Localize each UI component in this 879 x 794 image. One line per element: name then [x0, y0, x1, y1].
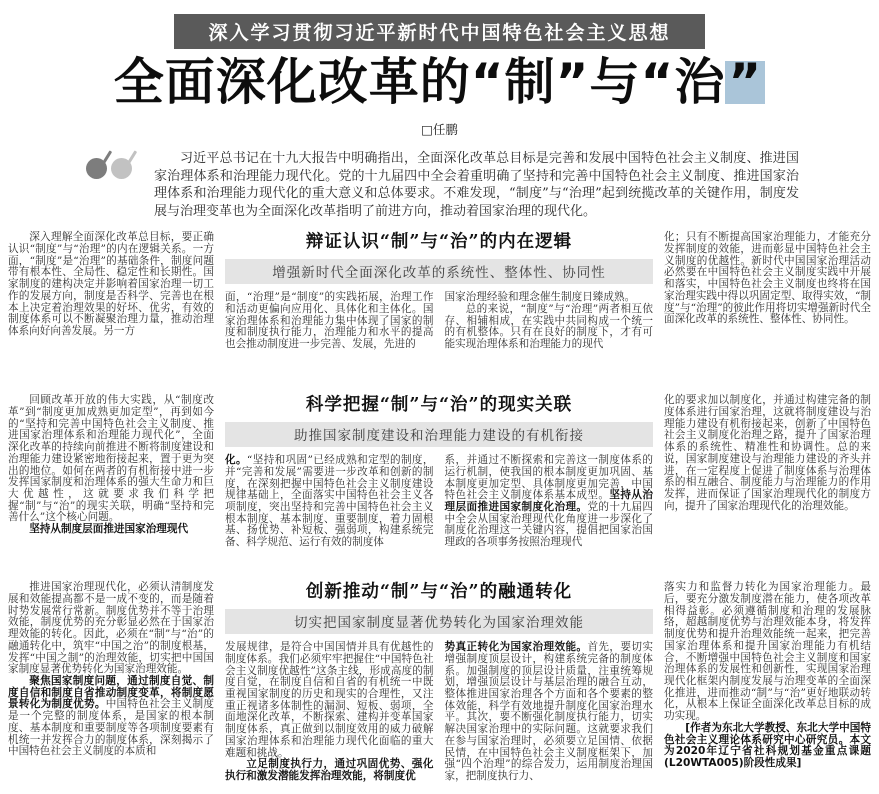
bold-lead-in: 立足制度执行力，通过巩固优势、强化执行和激发潜能发挥治理效能，将制度优 — [225, 758, 434, 782]
bold-lead-in: 化。 — [225, 454, 247, 467]
paragraph: 深入理解全面深化改革总目标，要正确认识“制度”与“治理”的内在逻辑关系。一方面，“制度”是“治理”的基础条件，制度问题带有根本性、全局性、稳定性和长期性。国家制度的建构决定并影响着国家治理一切工作的发展方向，制度是否科学、完善也在根本上决定着治理效果的好坏、优劣，有效的制度体系可以不断凝聚治理力量，推动治理体系向好向善发展。另一方 — [8, 231, 214, 337]
bold-lead-in: 坚持从制度层面推进国家治理现代 — [29, 523, 189, 536]
title-main: 全面深化改革的“制”与“治 — [113, 53, 726, 111]
section-band-2 — [8, 395, 871, 567]
paragraph — [445, 642, 654, 782]
author-note — [664, 723, 871, 770]
band3-middle — [225, 582, 653, 782]
quote-mark-dark-icon — [86, 158, 107, 179]
paragraph-text: “坚持和巩固”已经成熟和定型的制度，并“完善和发展”需要进一步改革和创新的制度，在深刻把握中国特色社会主义制度建设规律基础上，全面落实中国特色社会主义各项制度，突出坚持和完善中国特色社会主义根本制度、基本制度、重要制度，着力固根基、扬优势、补短板、强弱项，构建系统完备、科学规范、运行有效的制度体 — [225, 454, 434, 549]
title-highlight-quote: ” — [725, 61, 765, 104]
paragraph — [225, 759, 434, 782]
paragraph: 落实力和监督力转化为国家治理能力。最后，要充分激发制度潜在能力，使各项改革相得益彰。必须遵循制度和治理的发展脉络，超越制度优势与治理效能本身，将发挥制度优势和提升治理效能统一起来，把完善国家治理体系和提升国家治理能力有机结合，不断增强中国特色社会主义制度和国家治理体系的发展性和创新性，实现国家治理现代化框架内制度发展与治理变革的全面深化推进，进而推动“制”与“治”更好地联动转化，从根本上保证全面深化改革总目标的成功实现。 — [664, 581, 871, 723]
quote-icon — [86, 150, 138, 179]
paragraph: 回顾改革开放的伟大实践，从“制度改革”到“制度更加成熟更加定型”，再到如今的“坚持和完善中国特色社会主义制度、推进国家治理体系和治理能力现代化”，全面深化改革的持续向前推进不断将制度建设和治理能力建设紧密地衔接起来，置于更为突出的地位。如何在两者的有机衔接中进一步发挥国家制度和治理体系的强大生命力和巨大优越性，这就要求我们科学把握“制”与“治”的现实关联，明确“坚持和完善什么”这个核心问题。 — [8, 394, 214, 524]
top-banner — [174, 14, 704, 49]
author-note-text: [作者为东北大学教授、东北大学中国特色社会主义理论体系研究中心研究员。本文为2020年辽宁省社科规划基金重点课题(L20WTA005)阶段性成果] — [664, 721, 871, 769]
section-subtitle: 增强新时代全面深化改革的系统性、整体性、协同性 — [225, 259, 653, 284]
paragraph: 化；只有不断提高国家治理能力，才能充分发挥制度的效能，进而彰显中国特色社会主义制度的优越性。新时代中国国家治理活动必然要在中国特色社会主义制度实践中开展和落实，中国特色社会主义制度也终将在国家治理实践中得以巩固定型、取得实效，“制度”与“治理”的彼此作用将切实增强新时代全面深化改革的系统性、整体性、协同性。 — [664, 231, 871, 326]
band1-middle-columns — [225, 292, 653, 351]
section-title: 辩证认识“制”与“治”的内在逻辑 — [305, 232, 573, 253]
quote-mark-light-icon — [111, 158, 132, 179]
band3-mid-left-column — [225, 642, 434, 782]
lead-block — [86, 150, 799, 220]
paragraph-text: 系，并通过不断探索和完善这一制度体系的运行机制，使我国的根本制度更加巩固、基本制度更加定型、具体制度更加完善，中国特色社会主义制度体系基本成型。 — [444, 454, 653, 502]
paragraph-text: 首先，要切实增强制度顶层设计，构建系统完备的制度体系。加强制度的顶层设计质量，注重统筹规划，增强顶层设计与基层治理的融合互动，整体推进国家治理各个方面和各个要素的整体效能，科学有效地提升制度化国家治理水平。其次，要不断强化制度执行能力，切实解决国家治理中的实际问题。这就要求我们在参与国家治理时，必须要立足国情、依据民情，在中国特色社会主义制度框架下，加强“四个治理”的综合发力，运用制度治理国家，把制度执行力、 — [444, 641, 654, 782]
article-title — [8, 55, 871, 110]
section-header-3 — [225, 582, 653, 634]
lead-paragraph: 习近平总书记在十九大报告中明确指出，全面深化改革总目标是完善和发展中国特色社会主义制度、推进国家治理体系和治理能力现代化。党的十九届四中全会着重明确了坚持和完善中国特色社会主义制度、推进国家治理体系和治理能力现代化的重大意义和总体要求。不难发现，“制度”与“治理”起到统揽改革的关键作用，制度发展与治理变革也为全面深化改革指明了前进方向，推动着国家治理的现代化。 — [154, 151, 799, 219]
section-band-3 — [8, 582, 871, 782]
paragraph-text: 党的十九届四中全会从国家治理现代化角度进一步深化了制度化治理这一关键内容，提倡把国家治国理政的各项事务按照治理现代 — [444, 501, 654, 549]
paragraph: 国家治理经验和理念催生制度日臻成熟。 — [444, 291, 636, 304]
section-header-2 — [225, 395, 653, 447]
paragraph: 化的要求加以制度化，并通过构建完备的制度体系进行国家治理，这就将制度建设与治理能力建设有机衔接起来，创新了中国特色社会主义制度化治理之路，提升了国家治理体系的系统性、精准性和协调性。总的来说，国家制度建设与治理能力建设的齐头并进，在一定程度上促进了制度体系与治理体系的相互融合、制度能力与治理能力的作用发挥，进而保证了国家治理现代化的制度方向，提升了国家治理现代化的治理效能。 — [664, 394, 871, 512]
paragraph: 发展规律，是符合中国国情并具有优越性的制度体系。我们必须牢牢把握住“中国特色社会主义制度优越性”这条主线，形成高度的制度自觉，在制度自信和自省的有机统一中既重视国家制度的历史和现实的合理性，又注重正视诸多体制性的漏洞、短板、弱项，全面地深化改革，不断探索、建构并变革国家制度体系，真正做到以制度效用的威力破解国家治理体系和治理能力现代化面临的重大难题和挑战。 — [225, 641, 434, 759]
band3-right-column — [664, 582, 871, 782]
section-title: 科学把握“制”与“治”的现实关联 — [305, 395, 573, 416]
paragraph — [225, 455, 434, 549]
paragraph: 面，“治理”是“制度”的实践拓展，治理工作和活动更偏向应用化、具体化和主体化。国家治理体系和治理能力集中体现了国家的制度和制度执行能力，治理能力和水平的提高也会推动制度进一步完善、发展，先进的 — [225, 291, 434, 351]
paragraph — [8, 524, 214, 536]
paragraph-text: 中国特色社会主义制度是一个完整的制度体系，是国家的根本制度、基本制度和重要制度等各项制度要素有机统一并发挥合力的制度体系，深刻揭示了中国特色社会主义制度的本质和 — [8, 698, 214, 758]
section-subtitle: 切实把国家制度显著优势转化为国家治理效能 — [225, 609, 653, 634]
bold-lead-in: 坚持从治理层面推进国家制度化治理。 — [444, 489, 653, 514]
section-band-1 — [8, 232, 871, 380]
band1-right-column — [664, 232, 871, 380]
section-title: 创新推动“制”与“治”的融通转化 — [305, 582, 573, 603]
banner-text: 深入学习贯彻习近平新时代中国特色社会主义思想 — [208, 22, 671, 44]
bold-lead-in: 聚焦国家制度问题，通过制度自觉、制度自信和制度自省推动制度变革，将制度愿景转化为制度优势。 — [8, 675, 214, 711]
band2-middle-columns — [225, 455, 653, 549]
byline: □任鹏 — [421, 122, 458, 137]
band1-middle — [225, 232, 653, 380]
paragraph: 总的来说，“制度”与“治理”两者相互依存、相辅相成，在实践中共同构成一个统一的有机整体。只有在良好的制度下，才有可能实现治理体系和治理能力的现代 — [444, 302, 653, 351]
band1-mid-right-column — [445, 292, 654, 351]
band1-left-column — [8, 232, 214, 380]
paragraph — [445, 455, 654, 549]
band3-mid-right-column — [445, 642, 654, 782]
paragraph: 推进国家治理现代化，必须认清制度发展和效能提高都不是一成不变的，而是随着时势发展常行常新。制度优势并不等于治理效能，制度优势的充分彰显必然在于国家治理效能的转化。因此，必须在“制”与“治”的融通转化中，筑牢“中国之治”的制度根基，发挥“中国之制”的治理效能，切实把中国国家制度显著优势转化为国家治理效能。 — [8, 581, 214, 676]
band1-mid-left-column — [225, 292, 434, 351]
paragraph — [8, 676, 214, 758]
band3-left-column — [8, 582, 214, 782]
band2-right-column — [664, 395, 871, 567]
band2-left-column — [8, 395, 214, 567]
band2-middle — [225, 395, 653, 567]
band2-mid-right-column — [445, 455, 654, 549]
band2-mid-left-column — [225, 455, 434, 549]
section-subtitle: 助推国家制度建设和治理能力建设的有机衔接 — [225, 422, 653, 447]
band3-middle-columns — [225, 642, 653, 782]
bold-lead-in: 势真正转化为国家治理效能。 — [444, 641, 588, 654]
section-header-1 — [225, 232, 653, 284]
